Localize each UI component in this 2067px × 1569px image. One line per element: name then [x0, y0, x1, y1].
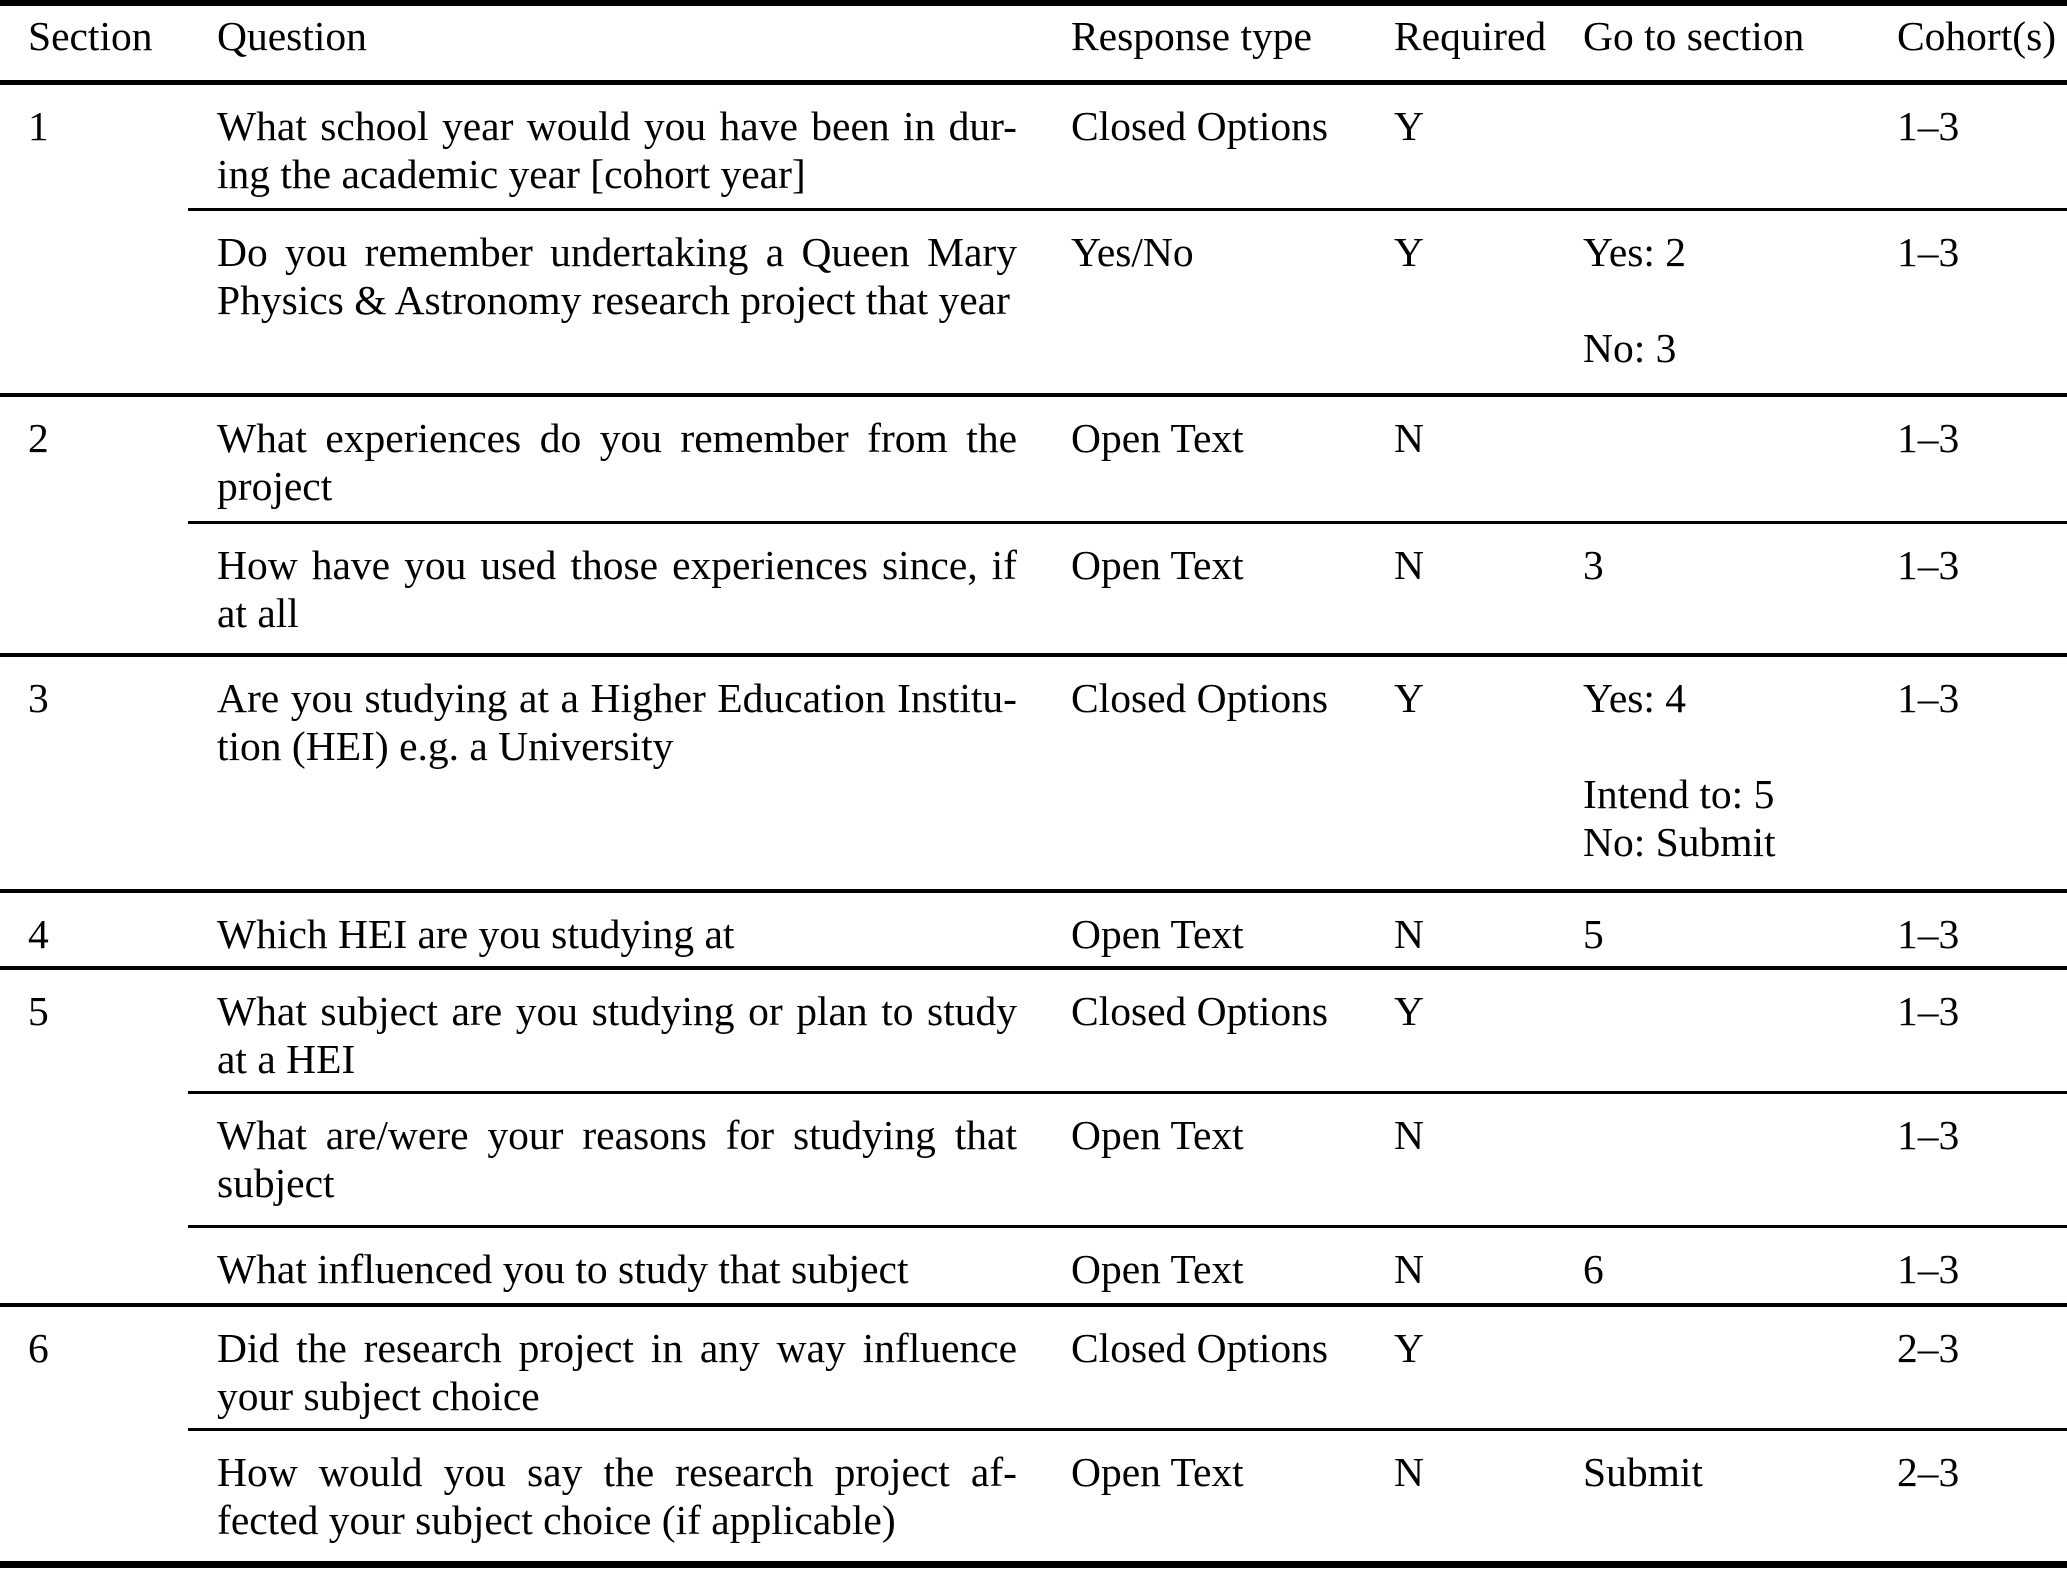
question-line: Which HEI are you studying at	[217, 910, 735, 957]
question-cell	[188, 1430, 1044, 1565]
question-line: Are you studying at a Higher Education Institu-	[217, 674, 1017, 721]
question-line: Physics & Astronomy research project that year	[217, 277, 1010, 323]
goto-line: Yes: 4	[1583, 674, 1687, 721]
cohort-cell: 1–3	[1870, 210, 2067, 395]
col-header-question: Question	[188, 3, 1044, 83]
table-row	[0, 523, 2067, 655]
cohort-cell: 1–3	[1870, 655, 2067, 891]
question-line: at a HEI	[217, 1035, 356, 1082]
table-row	[0, 83, 2067, 210]
required-cell: Y	[1365, 83, 1560, 210]
question-line: your subject choice	[217, 1372, 540, 1419]
cohort-cell: 2–3	[1870, 1305, 2067, 1430]
response-type-cell: Open Text	[1044, 1093, 1365, 1227]
section-cell	[0, 395, 188, 655]
cohort-cell: 1–3	[1870, 523, 2067, 655]
col-header-cohorts: Cohort(s)	[1870, 3, 2067, 83]
goto-section-cell	[1560, 891, 1870, 968]
question-cell	[188, 83, 1044, 210]
response-type-cell: Open Text	[1044, 891, 1365, 968]
question-line: What influenced you to study that subject	[217, 1246, 909, 1292]
question-cell	[188, 968, 1044, 1093]
goto-section-cell	[1560, 1227, 1870, 1305]
goto-section-cell	[1560, 1430, 1870, 1565]
question-cell	[188, 891, 1044, 968]
section-cell	[0, 968, 188, 1305]
required-cell: N	[1365, 1227, 1560, 1305]
header-row	[0, 3, 2067, 83]
section-number: 2	[28, 414, 49, 461]
section-number: 5	[28, 987, 49, 1034]
table-row	[0, 1093, 2067, 1227]
required-cell: Y	[1365, 1305, 1560, 1430]
required-cell: N	[1365, 395, 1560, 523]
question-line: subject	[217, 1160, 335, 1206]
question-line: fected your subject choice (if applicable)	[217, 1497, 896, 1543]
table-row	[0, 1305, 2067, 1430]
question-cell	[188, 1227, 1044, 1305]
cohort-cell: 1–3	[1870, 395, 2067, 523]
question-line: What experiences do you remember from the	[217, 414, 1017, 461]
required-cell: N	[1365, 1093, 1560, 1227]
response-type-cell: Closed Options	[1044, 1305, 1365, 1430]
question-line: at all	[217, 590, 299, 636]
goto-section-cell	[1560, 1305, 1870, 1430]
question-cell	[188, 523, 1044, 655]
question-cell	[188, 210, 1044, 395]
required-cell: Y	[1365, 655, 1560, 891]
question-line: What subject are you studying or plan to study	[217, 987, 1017, 1034]
cohort-cell: 1–3	[1870, 968, 2067, 1093]
table-row	[0, 968, 2067, 1093]
cohort-cell: 1–3	[1870, 1093, 2067, 1227]
goto-section-cell	[1560, 1093, 1870, 1227]
goto-section-cell	[1560, 395, 1870, 523]
response-type-cell: Open Text	[1044, 1430, 1365, 1565]
response-type-cell: Closed Options	[1044, 83, 1365, 210]
question-cell	[188, 655, 1044, 891]
section-cell	[0, 655, 188, 891]
response-type-cell: Closed Options	[1044, 655, 1365, 891]
response-type-cell: Yes/No	[1044, 210, 1365, 395]
section-cell	[0, 891, 188, 968]
table-row	[0, 655, 2067, 891]
required-cell: N	[1365, 1430, 1560, 1565]
goto-line: 6	[1583, 1246, 1604, 1292]
question-line: ing the academic year [cohort year]	[217, 151, 806, 197]
required-cell: Y	[1365, 210, 1560, 395]
goto-line: No: Submit	[1583, 818, 1776, 865]
required-cell: Y	[1365, 968, 1560, 1093]
question-line: How would you say the research project af-	[217, 1449, 1017, 1495]
goto-line	[1583, 276, 1870, 324]
required-cell: N	[1365, 891, 1560, 968]
table-row	[0, 1227, 2067, 1305]
question-cell	[188, 395, 1044, 523]
question-line: project	[217, 462, 333, 509]
question-line: How have you used those experiences since, if	[217, 542, 1017, 588]
goto-line	[1583, 722, 1870, 770]
cohort-cell: 1–3	[1870, 891, 2067, 968]
question-cell	[188, 1305, 1044, 1430]
response-type-cell: Open Text	[1044, 395, 1365, 523]
required-cell: N	[1365, 523, 1560, 655]
cohort-cell: 1–3	[1870, 83, 2067, 210]
section-number: 3	[28, 674, 49, 721]
goto-section-cell	[1560, 968, 1870, 1093]
col-header-go-to-section: Go to section	[1560, 3, 1870, 83]
col-header-required: Required	[1365, 3, 1560, 83]
goto-section-cell	[1560, 210, 1870, 395]
table-row	[0, 210, 2067, 395]
response-type-cell: Open Text	[1044, 1227, 1365, 1305]
table-row	[0, 1430, 2067, 1565]
goto-line: 5	[1583, 910, 1604, 957]
goto-line: 3	[1583, 542, 1604, 588]
goto-section-cell	[1560, 655, 1870, 891]
goto-line: No: 3	[1583, 325, 1677, 371]
response-type-cell: Closed Options	[1044, 968, 1365, 1093]
question-line: What school year would you have been in dur-	[217, 103, 1017, 149]
goto-section-cell	[1560, 83, 1870, 210]
question-line: Do you remember undertaking a Queen Mary	[217, 229, 1017, 275]
table-row	[0, 395, 2067, 523]
goto-line: Intend to: 5	[1583, 770, 1775, 817]
table-row	[0, 891, 2067, 968]
cohort-cell: 1–3	[1870, 1227, 2067, 1305]
section-cell	[0, 1305, 188, 1565]
section-number: 6	[28, 1324, 49, 1371]
section-number: 1	[28, 103, 49, 149]
col-header-section: Section	[0, 3, 188, 83]
section-cell	[0, 83, 188, 395]
goto-line: Yes: 2	[1583, 229, 1687, 275]
goto-section-cell	[1560, 523, 1870, 655]
question-line: Did the research project in any way influence	[217, 1324, 1017, 1371]
question-line: What are/were your reasons for studying that	[217, 1112, 1017, 1158]
cohort-cell: 2–3	[1870, 1430, 2067, 1565]
response-type-cell: Open Text	[1044, 523, 1365, 655]
question-cell	[188, 1093, 1044, 1227]
question-line: tion (HEI) e.g. a University	[217, 722, 674, 769]
col-header-response-type: Response type	[1044, 3, 1365, 83]
goto-line: Submit	[1583, 1449, 1703, 1495]
section-number: 4	[28, 910, 49, 957]
